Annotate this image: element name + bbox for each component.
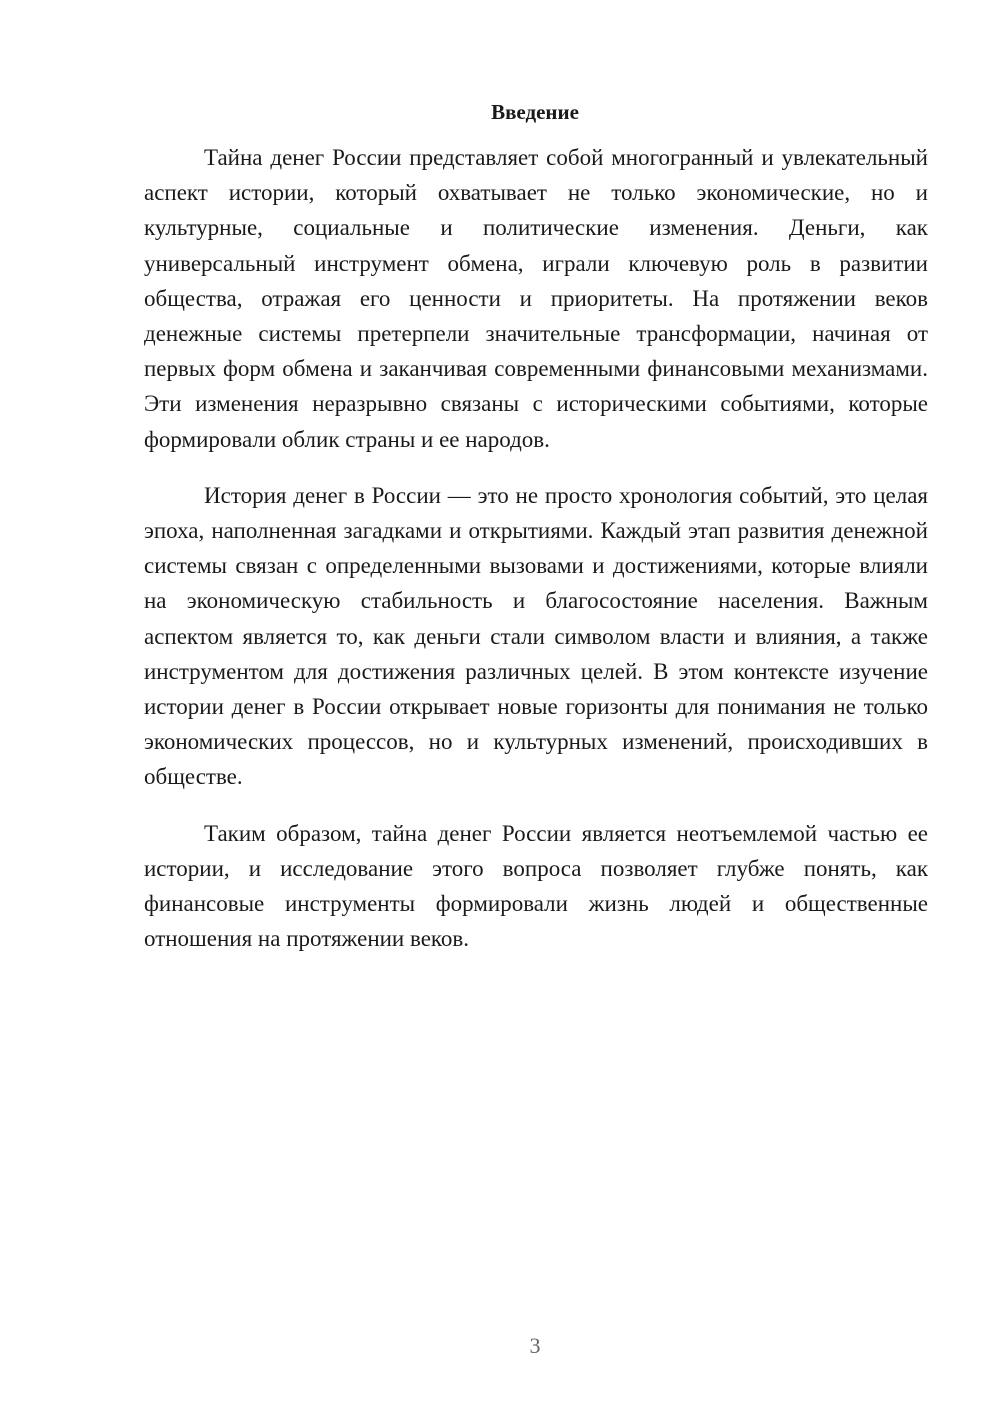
section-title: Введение <box>491 100 579 124</box>
paragraph-2: История денег в России — это не просто хронология событий, это целая эпоха, наполненная загадками и открытиями. Каждый этап развития денежной системы связан с определенными вызовами и достижениями, которые влияли на экономическую стабильность и благосостояние населения. Важным аспектом является то, как деньги стали символом власти и влияния, а также инструментом для достижения различных целей. В этом контексте изучение истории денег в России открывает новые горизонты для понимания не только экономических процессов, но и культурных изменений, происходивших в обществе. <box>144 482 928 790</box>
paragraph-1: Тайна денег России представляет собой многогранный и увлекательный аспект истории, который охватывает не только экономические, но и культурные, социальные и политические изменения. Деньги, как универсальный инструмент обмена, играли ключевую роль в развитии общества, отражая его ценности и приоритеты. На протяжении веков денежные системы претерпели значительные трансформации, начиная от первых форм обмена и заканчивая современными финансовыми механизмами. Эти изменения неразрывно связаны с историческими событиями, которые формировали облик страны и ее народов. <box>144 145 928 452</box>
page-number: 3 <box>529 1333 541 1358</box>
paragraph-3: Таким образом, тайна денег России является неотъемлемой частью ее истории, и исследование этого вопроса позволяет глубже понять, как финансовые инструменты формировали жизнь людей и общественные отношения на протяжении веков. <box>144 820 928 952</box>
body-text <box>144 140 928 977</box>
